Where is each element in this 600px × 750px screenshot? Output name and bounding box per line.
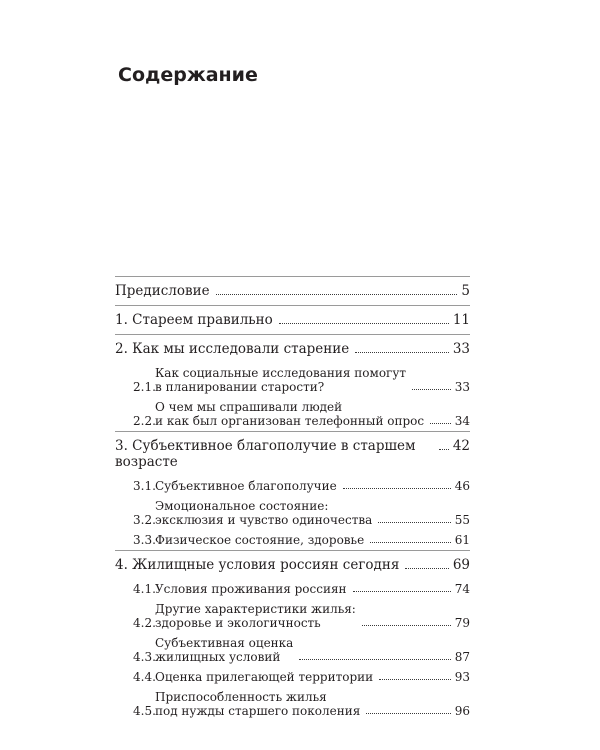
toc-section-line: Субъективная оценка [155,636,294,650]
toc-section-line: Оценка прилегающей территории [155,670,374,684]
toc-page-number: 74 [454,582,470,596]
dot-leader [430,423,451,424]
dot-leader [412,389,451,390]
toc-section-title [151,636,293,664]
toc-entry-section-3-3[interactable] [115,530,470,550]
toc-page-number: 46 [454,479,470,493]
toc-section-number: 2.1. [133,380,156,394]
toc-section-title [151,602,356,630]
toc-section-number: 4.5. [133,704,156,718]
dot-leader [299,659,450,660]
toc-section-line: Другие характеристики жилья: [155,602,356,616]
toc-section-number: 2.2. [133,414,156,428]
toc-section-line: под нужды старшего поколения [155,704,361,718]
page-title: Содержание [118,64,258,86]
toc-section-title [151,690,360,718]
toc-section-line: и как был организован телефонный опрос [155,414,425,428]
toc-section-number: 3.2. [133,513,156,527]
toc-entry-section-3-2[interactable] [115,496,470,530]
toc-entry-label: 1. Стареем правильно [115,312,273,328]
toc-section-line: здоровье и экологичность [155,616,321,630]
toc-page-number: 33 [452,341,470,357]
toc-section-line: О чем мы спрашивали людей [155,400,343,414]
toc-section-number: 4.2. [133,616,156,630]
toc-entry-section-2-1[interactable] [115,363,470,397]
dot-leader [216,294,458,295]
toc-section-line: Как социальные исследования помогут [155,366,407,380]
dot-leader [379,679,451,680]
toc-page-number: 61 [454,533,470,547]
toc-entry-label: 3. Субъективное благополучие в старшем возрасте [115,438,416,470]
table-of-contents [115,276,470,721]
toc-entry-section-4-5[interactable] [115,687,470,721]
toc-entry-section-2-2[interactable] [115,397,470,431]
toc-section-title [151,400,424,428]
toc-section-title [151,479,337,493]
toc-section-title [151,499,372,527]
toc-page-number: 11 [452,312,470,328]
dot-leader [405,568,448,569]
toc-entry-chapter-2[interactable] [115,335,470,363]
toc-page-number: 87 [454,650,470,664]
toc-entry-chapter-3[interactable] [115,432,470,476]
toc-entry-chapter-4[interactable] [115,551,470,579]
toc-section-number: 4.3. [133,650,156,664]
toc-section-title [151,366,406,394]
toc-entry-label: Предисловие [115,283,210,299]
toc-entry-label: 4. Жилищные условия россиян сегодня [115,557,400,573]
toc-section-title [151,670,373,684]
toc-entry-chapter-1[interactable] [115,306,470,334]
toc-page-number: 79 [454,616,470,630]
dot-leader [366,713,450,714]
dot-leader [362,625,451,626]
dot-leader [370,542,451,543]
toc-entry-section-3-1[interactable] [115,476,470,496]
toc-section-line: Субъективное благополучие [155,479,337,493]
toc-page-number: 34 [454,414,470,428]
toc-page-number: 5 [461,283,470,299]
toc-entry-section-4-2[interactable] [115,599,470,633]
toc-page-number: 69 [452,557,470,573]
dot-leader [439,449,449,450]
toc-section-line: эксклюзия и чувство одиночества [155,513,373,527]
toc-page-number: 42 [452,438,470,454]
toc-section-line: в планировании старости? [155,380,325,394]
toc-page-number: 93 [454,670,470,684]
toc-section-number: 3.1. [133,479,156,493]
toc-page-number: 96 [454,704,470,718]
toc-section-line: Физическое состояние, здоровье [155,533,365,547]
toc-section-line: Эмоциональное состояние: [155,499,329,513]
toc-section-line: жилищных условий [155,650,281,664]
toc-page-number: 33 [454,380,470,394]
toc-entry-section-4-3[interactable] [115,633,470,667]
toc-section-title [151,582,347,596]
toc-section-number: 4.1. [133,582,156,596]
dot-leader [279,323,449,324]
toc-entry-section-4-4[interactable] [115,667,470,687]
dot-leader [343,488,451,489]
dot-leader [378,522,450,523]
dot-leader [353,591,451,592]
dot-leader [355,352,449,353]
toc-entry-label: 2. Как мы исследовали старение [115,341,350,357]
toc-page-number: 55 [454,513,470,527]
toc-entry-section-4-1[interactable] [115,579,470,599]
toc-entry-preface[interactable] [115,277,470,305]
toc-section-number: 3.3. [133,533,156,547]
toc-section-title [151,533,364,547]
toc-section-line: Приспособленность жилья [155,690,327,704]
toc-section-line: Условия проживания россиян [155,582,347,596]
toc-section-number: 4.4. [133,670,156,684]
